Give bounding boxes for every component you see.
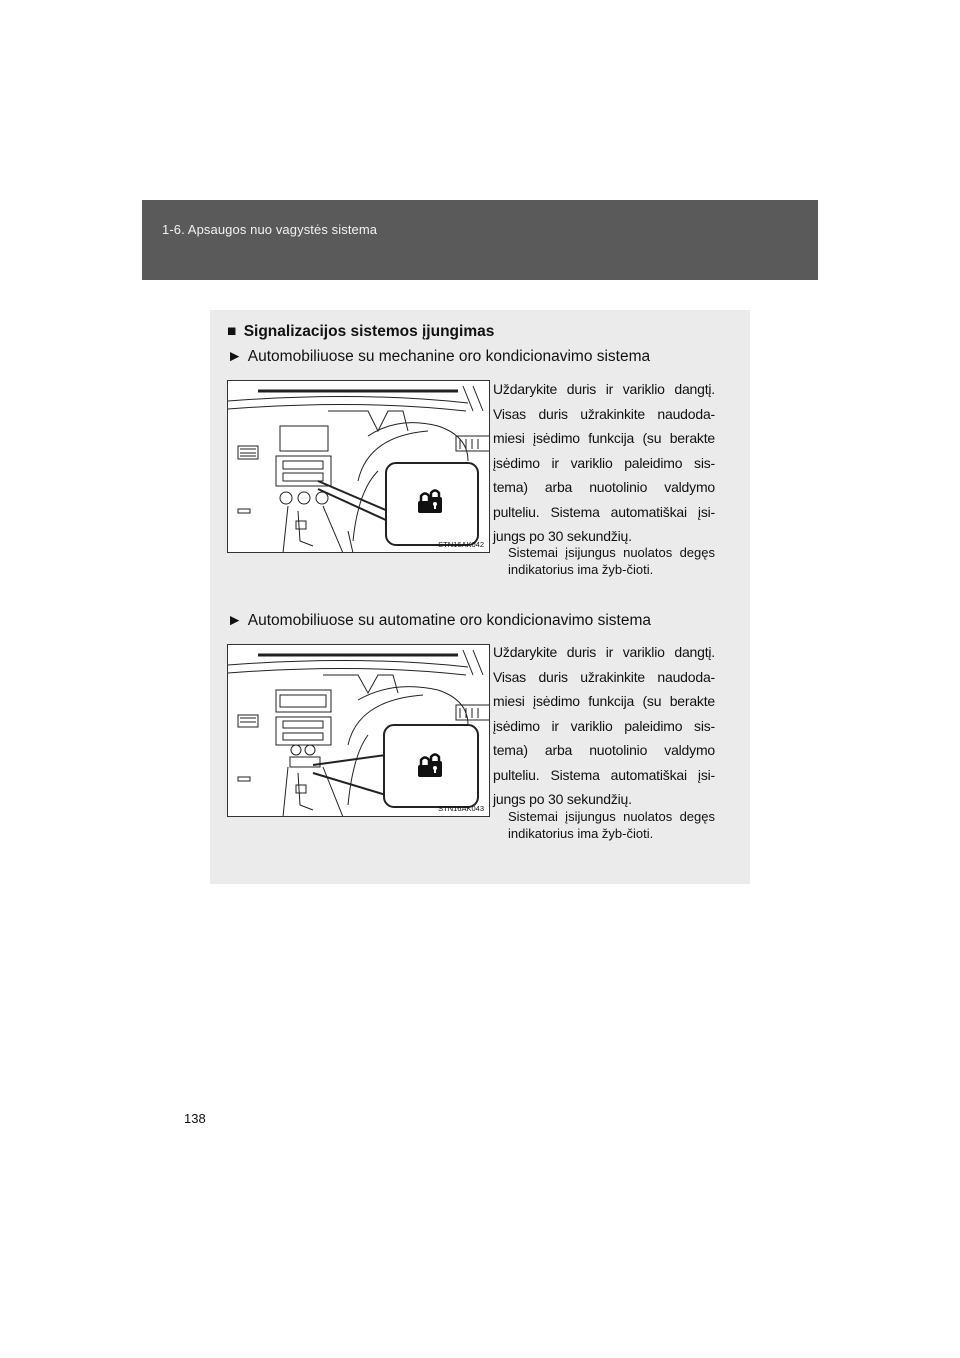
section-1-title-text: Automobiliuose su mechanine oro kondicionavimo sistema bbox=[247, 348, 651, 365]
section-1-figure bbox=[227, 380, 490, 553]
section-2-title bbox=[227, 612, 651, 630]
section-2-marker: ► bbox=[227, 612, 243, 629]
section-2-title-text: Automobiliuose su automatine oro kondicionavimo sistema bbox=[247, 612, 652, 629]
panel-heading-text: Signalizacijos sistemos įjungimas bbox=[243, 323, 495, 340]
section-2-note: Sistemai įsijungus nuolatos degęs indikatorius ima žyb-čioti. bbox=[508, 809, 715, 841]
section-2-figure bbox=[227, 644, 490, 817]
section-title: 1-6. Apsaugos nuo vagystės sistema bbox=[162, 222, 378, 237]
door-lock-indicator-icon bbox=[418, 755, 442, 778]
section-header-band bbox=[142, 200, 818, 280]
section-2-figure-code: STN16AK043 bbox=[438, 804, 484, 813]
dashboard-illustration-2 bbox=[228, 645, 490, 817]
page-number: 138 bbox=[184, 1111, 206, 1126]
section-1-body: Uždarykite duris ir variklio dangtį. Visas duris užrakinkite naudoda-miesi įsėdimo funkcija (su berakte įsėdimo ir variklio paleidimo sis-tema) arba nuotolinio valdymo pulteliu. Sistema automatiškai įsi-jungs po 30 sekundžių. bbox=[493, 381, 715, 544]
section-2-body: Uždarykite duris ir variklio dangtį. Visas duris užrakinkite naudoda-miesi įsėdimo funkcija (su berakte įsėdimo ir variklio paleidimo sis-tema) arba nuotolinio valdymo pulteliu. Sistema automatiškai įsi-jungs po 30 sekundžių. bbox=[493, 644, 715, 807]
dashboard-illustration-1 bbox=[228, 381, 490, 553]
section-1-figure-code: STN16AK042 bbox=[438, 540, 484, 549]
section-1-marker: ► bbox=[227, 348, 243, 365]
section-1-title bbox=[227, 348, 650, 366]
door-lock-indicator-icon bbox=[418, 491, 442, 514]
info-panel bbox=[210, 310, 750, 884]
section-1-note: Sistemai įsijungus nuolatos degęs indikatorius ima žyb-čioti. bbox=[508, 545, 715, 577]
panel-heading bbox=[227, 323, 494, 341]
heading-square-marker: ■ bbox=[227, 323, 237, 340]
